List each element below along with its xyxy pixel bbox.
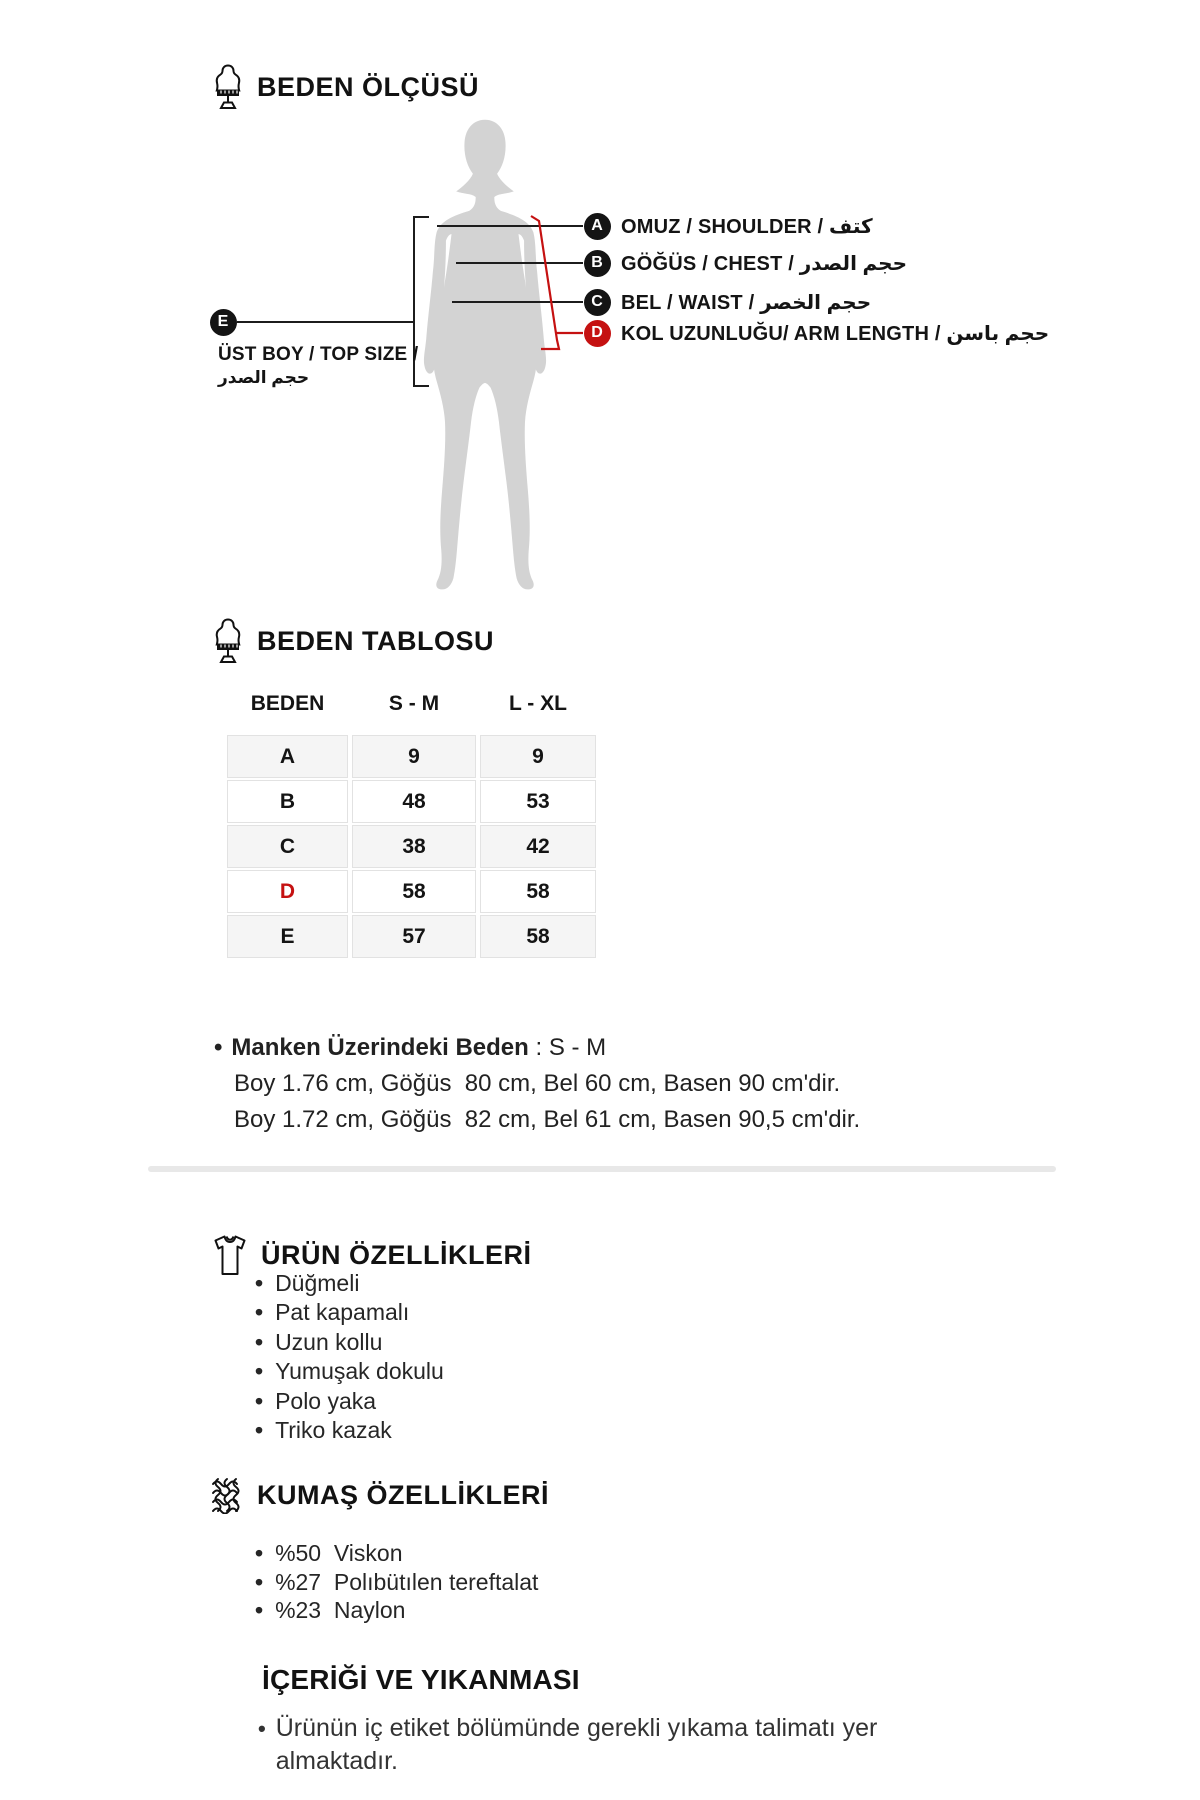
row-a-lxl: 9 (480, 735, 596, 778)
row-c-sm: 38 (352, 825, 476, 868)
list-item: • Pat kapamalı (255, 1298, 444, 1327)
row-a-label: A (227, 735, 348, 778)
section-title-product-features: ÜRÜN ÖZELLİKLERİ (261, 1239, 532, 1270)
mannequin-icon (212, 618, 244, 664)
row-b-lxl: 53 (480, 780, 596, 823)
row-e-label: E (227, 915, 348, 958)
list-item: • Ürünün iç etiket bölümünde gerekli yıkama talimatı yer almaktadır. (258, 1712, 938, 1778)
model-measurements-line: Boy 1.76 cm, Göğüs 80 cm, Bel 60 cm, Basen 90 cm'dir. (234, 1070, 841, 1097)
section-title-fabric: KUMAŞ ÖZELLİKLERİ (257, 1479, 549, 1510)
mannequin-icon (212, 64, 244, 110)
product-features-list (255, 1269, 444, 1445)
label-top-size-arabic: حجم الصدر (218, 368, 310, 387)
badge-b: B (584, 250, 611, 277)
badge-d: D (584, 320, 611, 347)
row-d-lxl: 58 (480, 870, 596, 913)
column-header-lxl: L - XL (509, 692, 567, 715)
label-arm-length: KOL UZUNLUĞU/ ARM LENGTH / حجم باسن (621, 322, 1050, 345)
size-table (227, 690, 596, 958)
model-measurements-line: Boy 1.72 cm, Göğüs 82 cm, Bel 61 cm, Basen 90,5 cm'dir. (234, 1106, 861, 1133)
label-shoulder: OMUZ / SHOULDER / كتف (621, 215, 873, 238)
row-a-sm: 9 (352, 735, 476, 778)
body-silhouette (392, 114, 578, 598)
row-d-sm: 58 (352, 870, 476, 913)
section-title-size-table: BEDEN TABLOSU (257, 625, 495, 656)
list-item: • %23 Naylon (255, 1596, 538, 1625)
size-table-header-row (227, 690, 596, 718)
list-item: • Yumuşak dokulu (255, 1357, 444, 1386)
fabric-weave-icon (210, 1476, 244, 1514)
label-top-size: ÜST BOY / TOP SIZE / (218, 344, 419, 365)
size-table-body (227, 735, 596, 958)
badge-c: C (584, 289, 611, 316)
list-item: • Polo yaka (255, 1387, 444, 1416)
list-item: • Triko kazak (255, 1416, 444, 1445)
size-measure-header (212, 62, 479, 112)
list-item: • %50 Viskon (255, 1539, 538, 1568)
row-d-label: D (227, 870, 348, 913)
column-header-beden: BEDEN (250, 692, 325, 715)
model-size-note (214, 1030, 860, 1138)
size-table-header (212, 616, 494, 666)
model-size-value: : S - M (528, 1034, 607, 1061)
row-e-sm: 57 (352, 915, 476, 958)
label-chest: GÖĞÜS / CHEST / حجم الصدر (621, 252, 907, 275)
list-item: • Uzun kollu (255, 1328, 444, 1357)
fabric-features-header (210, 1470, 549, 1520)
list-item: • %27 Polıbütılen tereftalat (255, 1568, 538, 1597)
row-c-label: C (227, 825, 348, 868)
column-header-sm: S - M (388, 692, 440, 715)
label-waist: BEL / WAIST / حجم الخصر (621, 291, 872, 314)
section-title-care: İÇERİĞİ VE YIKANMASI (262, 1664, 580, 1695)
bullet-icon: • (214, 1034, 223, 1061)
fabric-composition-list (255, 1539, 538, 1625)
row-e-lxl: 58 (480, 915, 596, 958)
care-instructions-list (258, 1712, 938, 1778)
row-b-label: B (227, 780, 348, 823)
row-b-sm: 48 (352, 780, 476, 823)
badge-e: E (210, 309, 237, 336)
section-divider (148, 1166, 1056, 1172)
section-title-size-measure: BEDEN ÖLÇÜSÜ (257, 71, 480, 102)
badge-a: A (584, 213, 611, 240)
list-item: • Düğmeli (255, 1269, 444, 1298)
model-size-title (214, 1030, 860, 1066)
model-size-label: Manken Üzerindeki Beden (231, 1034, 529, 1061)
tshirt-icon (212, 1233, 248, 1277)
row-c-lxl: 42 (480, 825, 596, 868)
